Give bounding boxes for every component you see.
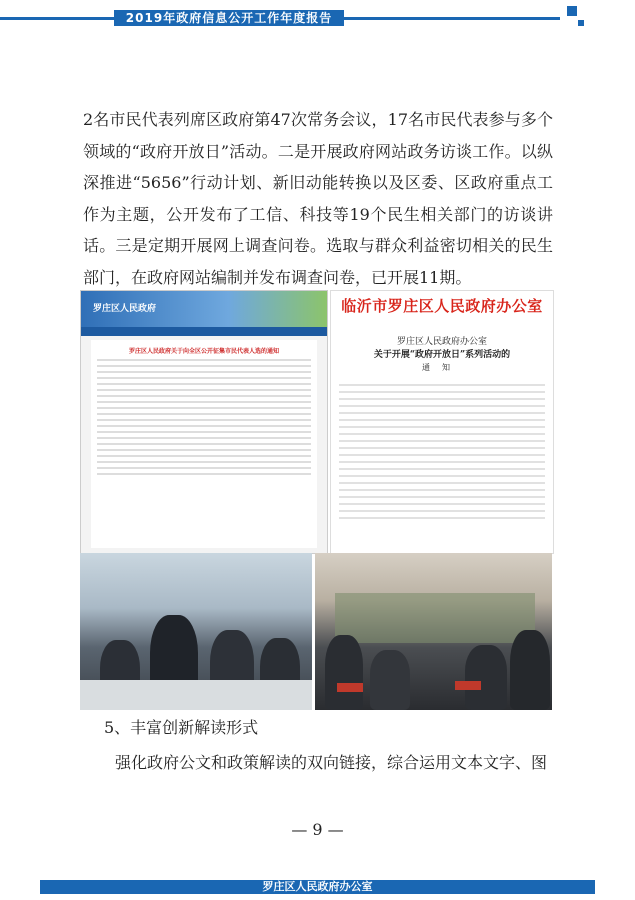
nameplate: [455, 681, 481, 690]
notice-org: 罗庄区人民政府办公室: [396, 337, 487, 347]
meeting-photo-right: [315, 553, 552, 710]
article-page: [91, 340, 317, 548]
nameplate: [337, 683, 363, 692]
notice-label: 通知: [422, 363, 462, 372]
site-banner: [81, 291, 327, 327]
body-paragraph-2: 强化政府公文和政策解读的双向链接，综合运用文本文字、图: [115, 753, 548, 772]
report-title: 2019年政府信息公开工作年度报告: [114, 10, 344, 26]
website-screenshot: [80, 290, 328, 554]
page-number: — 9 —: [291, 820, 344, 839]
notice-body: [331, 373, 553, 530]
notice-screenshot: [330, 290, 554, 554]
section-heading: 5、丰富创新解读形式: [104, 718, 259, 737]
body-paragraph: 2名市民代表列席区政府第47次常务会议，17名市民代表参与多个领域的“政府开放日”活动。二是开展政府网站政务访谈工作。以纵深推进“5656”行动计划、新旧动能转换以及区委、区政府重点工作为主题，公开发布了工信、科技等19个民生相关部门的访谈讲话。三是定期开展网上调查问卷。选取与群众利益密切相关的民生部门，在政府网站编制并发布调查问卷，已开展11期。: [83, 110, 553, 287]
site-nav-bar: [81, 327, 327, 336]
meeting-photo-left: [80, 553, 312, 710]
article-title: 罗庄区人民政府关于向全区公开征集市民代表人选的通知: [128, 348, 279, 355]
header-square-small: [578, 20, 584, 26]
header-square-large: [567, 6, 577, 16]
site-name: 罗庄区人民政府: [93, 304, 157, 314]
notice-subtitle: 关于开展“政府开放日”系列活动的: [373, 350, 511, 360]
notice-header: 临沂市罗庄区人民政府办公室: [341, 297, 543, 315]
footer-bar: 罗庄区人民政府办公室: [40, 880, 595, 894]
